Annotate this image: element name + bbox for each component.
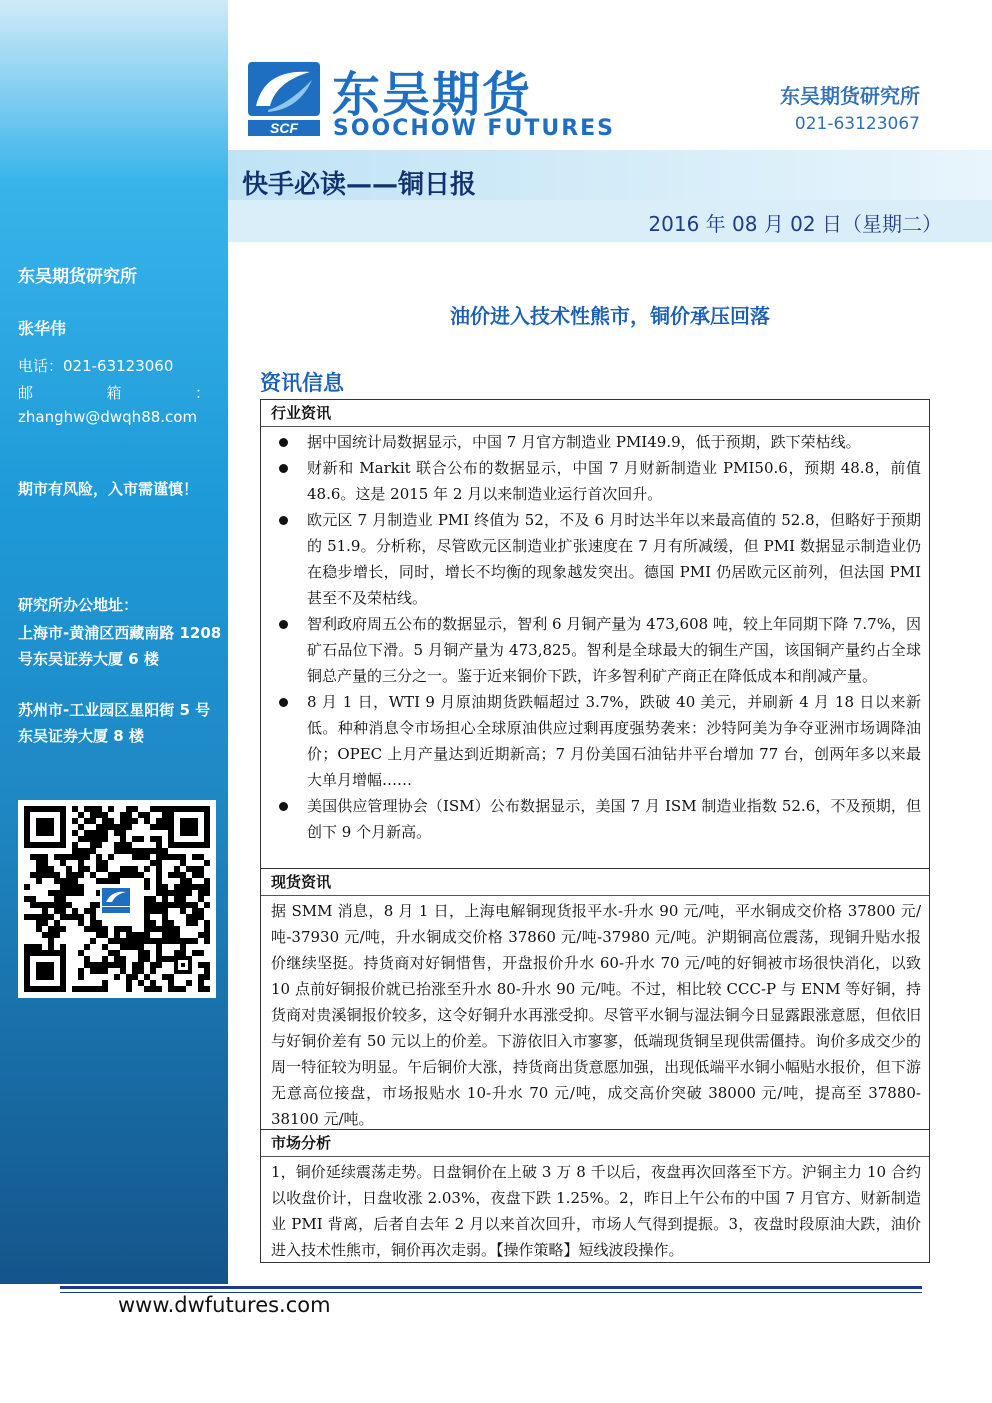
section-title: 资讯信息 bbox=[260, 371, 344, 395]
risk-warning: 期市有风险，入市需谨慎！ bbox=[18, 480, 199, 498]
industry-news-list bbox=[271, 429, 921, 845]
list-item: 智利政府周五公布的数据显示，智利 6 月铜产量为 473,608 吨，较上年同期下降 7.7%，因矿石品位下滑。5 月铜产量为 473,825。智利是全球最大的铜生产国，该国铜产量约占全球铜总产量的三分之一。鉴于近来铜价下跌，许多智利矿产商正在降低成本和削减产量。 bbox=[271, 611, 921, 689]
qr-logo-icon bbox=[100, 886, 136, 918]
svg-text:SCF: SCF bbox=[270, 120, 298, 136]
market-analysis-text: 1，铜价延续震荡走势。日盘铜价在上破 3 万 8 千以后，夜盘再次回落至下方。沪铜主力 10 合约以收盘价计，日盘收涨 2.03%，夜盘下跌 1.25%。2，昨日上午公布的中国 7 月官方、财新制造业 PMI 背离，后者自去年 2 月以来首次回升，市场人气得到提振。3，夜盘时段原油大跌，油价进入技术性熊市，铜价再次走弱。【操作策略】短线波段操作。 bbox=[271, 1163, 921, 1259]
email-label bbox=[18, 382, 210, 403]
footer-divider bbox=[60, 1286, 922, 1289]
sidebar bbox=[0, 0, 228, 1284]
industry-news-box bbox=[260, 399, 930, 869]
list-item: 据中国统计局数据显示，中国 7 月官方制造业 PMI49.9，低于预期，跌下荣枯线。 bbox=[271, 429, 921, 455]
brand-logo-icon bbox=[248, 62, 320, 136]
report-date: 2016 年 08 月 02 日（星期二） bbox=[648, 212, 942, 236]
sidebar-institute: 东吴期货研究所 bbox=[18, 267, 137, 287]
author-email[interactable]: zhanghw@dwqh88.com bbox=[18, 408, 198, 426]
header-phone: 021-63123067 bbox=[794, 114, 920, 134]
author-phone: 电话：021-63123060 bbox=[18, 357, 174, 375]
address-title: 研究所办公地址： bbox=[18, 596, 139, 614]
industry-news-label: 行业资讯 bbox=[261, 400, 929, 427]
address-shanghai: 上海市-黄浦区西藏南路 1208 号东吴证券大厦 6 楼 bbox=[18, 624, 222, 668]
spot-news-text: 据 SMM 消息，8 月 1 日，上海电解铜现货报平水-升水 90 元/吨，平水铜成交价格 37800 元/吨-37930 元/吨，升水铜成交价格 37860 元/吨-37980 元/吨。沪期铜高位震荡，现铜升贴水报价继续坚挺。持货商对好铜惜售，开盘报价升水 60-升水 70 元/吨的好铜被市场很快消化，以致 10 点前好铜报价就已抬涨至升水 80-升水 90 元/吨。不过，相比较 CCC-P 与 ENM 等好铜，持货商对贵溪铜报价较多，这令好铜升水再涨受抑。尽管平水铜与湿法铜今日显露跟涨意愿，但依旧与好铜价差有 50 元以上的价差。下游依旧入市寥寥，低端现货铜呈现供需僵持。询价多成交少的周一特征较为明显。午后铜价大涨，持货商出货意愿加强，出现低端平水铜小幅贴水报价，但下游无意高位接盘，市场报贴水 10-升水 70 元/吨，成交高价突破 38000 元/吨，提高至 37880-38100 元/吨。 bbox=[271, 902, 921, 1128]
spot-news-label: 现货资讯 bbox=[261, 869, 929, 896]
email-label-char: ： bbox=[194, 384, 210, 402]
header-institute: 东吴期货研究所 bbox=[780, 84, 920, 108]
footer-url-link[interactable]: www.dwfutures.com bbox=[118, 1293, 331, 1317]
headline: 油价进入技术性熊市，铜价承压回落 bbox=[450, 304, 770, 328]
spot-news-box bbox=[260, 869, 930, 1130]
list-item: 欧元区 7 月制造业 PMI 终值为 52，不及 6 月时达半年以来最高值的 52.8，但略好于预期的 51.9。分析称，尽管欧元区制造业扩张速度在 7 月有所减缓，但 PMI 数据显示制造业仍在稳步增长，同时，增长不均衡的现象越发突出。德国 PMI 仍居欧元区前列，但法国 PMI 甚至不及荣枯线。 bbox=[271, 507, 921, 611]
author-name: 张华伟 bbox=[18, 319, 67, 338]
email-label-char: 箱 bbox=[106, 384, 122, 402]
market-analysis-label: 市场分析 bbox=[261, 1130, 929, 1157]
market-analysis-box bbox=[260, 1130, 930, 1263]
brand-name-en: SOOCHOW FUTURES bbox=[333, 116, 616, 141]
brand-name-cn: 东吴期货 bbox=[332, 67, 533, 123]
address-suzhou: 苏州市-工业园区星阳街 5 号东吴证券大厦 8 楼 bbox=[18, 701, 211, 745]
list-item: 美国供应管理协会（ISM）公布数据显示，美国 7 月 ISM 制造业指数 52.6，不及预期，但创下 9 个月新高。 bbox=[271, 793, 921, 845]
list-item: 财新和 Markit 联合公布的数据显示，中国 7 月财新制造业 PMI50.6，预期 48.8，前值 48.6。这是 2015 年 2 月以来制造业运行首次回升。 bbox=[271, 455, 921, 507]
list-item: 8 月 1 日，WTI 9 月原油期货跌幅超过 3.7%，跌破 40 美元，并刷新 4 月 18 日以来新低。种种消息令市场担心全球原油供应过剩再度强势袭来：沙特阿美为争夺亚洲市场调降油价；OPEC 上月产量达到近期新高；7 月份美国石油钻井平台增加 77 台，创两年多以来最大单月增幅…… bbox=[271, 689, 921, 793]
qr-code bbox=[18, 800, 216, 998]
report-title: 快手必读——铜日报 bbox=[242, 170, 477, 200]
email-label-char: 邮 bbox=[18, 384, 34, 402]
